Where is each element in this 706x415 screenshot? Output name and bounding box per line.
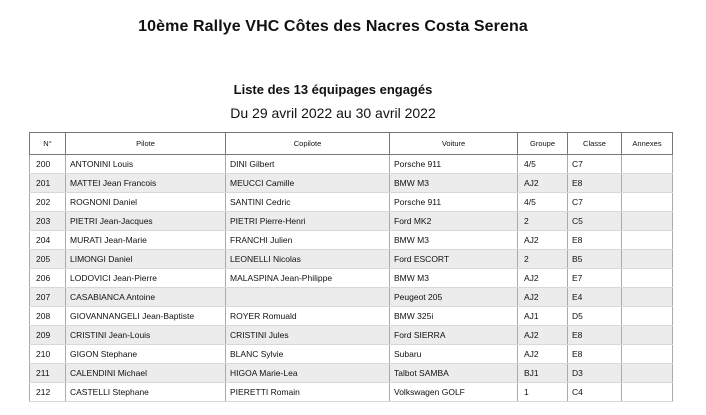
table-row [30,383,673,402]
voiture-cell: Porsche 911 [390,155,518,174]
annexes-cell [622,307,673,326]
pilote-cell: CALENDINI Michael [66,364,226,383]
table-row [30,250,673,269]
num-cell: 211 [30,364,66,383]
classe-cell: C7 [568,193,622,212]
copilote-cell: MALASPINA Jean-Philippe [226,269,390,288]
copilote-cell: CRISTINI Jules [226,326,390,345]
copilote-cell: ROYER Romuald [226,307,390,326]
annexes-cell [622,174,673,193]
table-row [30,231,673,250]
groupe-cell: AJ2 [518,326,568,345]
copilote-cell: BLANC Sylvie [226,345,390,364]
num-cell: 201 [30,174,66,193]
copilote-cell: PIERETTI Romain [226,383,390,402]
date-range: Du 29 avril 2022 au 30 avril 2022 [230,105,436,121]
pilote-cell: MATTEI Jean Francois [66,174,226,193]
voiture-cell: Talbot SAMBA [390,364,518,383]
annexes-cell [622,155,673,174]
groupe-cell: 4/5 [518,193,568,212]
pilote-cell: PIETRI Jean-Jacques [66,212,226,231]
copilote-cell: LEONELLI Nicolas [226,250,390,269]
pilote-cell: ANTONINI Louis [66,155,226,174]
annexes-cell [622,269,673,288]
voiture-cell: Subaru [390,345,518,364]
voiture-cell: Ford MK2 [390,212,518,231]
groupe-cell: 2 [518,250,568,269]
pilote-cell: CRISTINI Jean-Louis [66,326,226,345]
classe-cell: B5 [568,250,622,269]
groupe-cell: AJ1 [518,307,568,326]
voiture-cell: BMW M3 [390,269,518,288]
voiture-cell: Ford ESCORT [390,250,518,269]
header-num: N° [30,133,66,155]
table-row [30,193,673,212]
copilote-cell: MEUCCI Camille [226,174,390,193]
table-row [30,155,673,174]
num-cell: 210 [30,345,66,364]
pilote-cell: MURATI Jean-Marie [66,231,226,250]
classe-cell: E8 [568,231,622,250]
num-cell: 208 [30,307,66,326]
header-annexes: Annexes [622,133,673,155]
header-groupe: Groupe [518,133,568,155]
header-voiture: Voiture [390,133,518,155]
num-cell: 207 [30,288,66,307]
annexes-cell [622,193,673,212]
classe-cell: E7 [568,269,622,288]
num-cell: 204 [30,231,66,250]
table-row [30,212,673,231]
classe-cell: C5 [568,212,622,231]
table-header-row [30,133,673,155]
table-row [30,364,673,383]
groupe-cell: AJ2 [518,231,568,250]
annexes-cell [622,383,673,402]
groupe-cell: 1 [518,383,568,402]
copilote-cell: DINI Gilbert [226,155,390,174]
classe-cell: E8 [568,345,622,364]
classe-cell: E8 [568,326,622,345]
header-classe: Classe [568,133,622,155]
entries-table [29,132,673,402]
header-pilote: Pilote [66,133,226,155]
annexes-cell [622,231,673,250]
document-subtitle: Liste des 13 équipages engagés [233,82,433,97]
groupe-cell: AJ2 [518,345,568,364]
table-row [30,307,673,326]
classe-cell: E8 [568,174,622,193]
voiture-cell: Peugeot 205 [390,288,518,307]
num-cell: 206 [30,269,66,288]
copilote-cell: SANTINI Cedric [226,193,390,212]
num-cell: 200 [30,155,66,174]
document-title: 10ème Rallye VHC Côtes des Nacres Costa Serena [138,18,528,35]
pilote-cell: GIGON Stephane [66,345,226,364]
annexes-cell [622,288,673,307]
voiture-cell: BMW 325i [390,307,518,326]
annexes-cell [622,212,673,231]
table-row [30,269,673,288]
num-cell: 205 [30,250,66,269]
table-row [30,326,673,345]
classe-cell: D3 [568,364,622,383]
table-row [30,288,673,307]
copilote-cell: FRANCHI Julien [226,231,390,250]
copilote-cell: HIGOA Marie-Lea [226,364,390,383]
num-cell: 203 [30,212,66,231]
annexes-cell [622,326,673,345]
classe-cell: E4 [568,288,622,307]
pilote-cell: CASABIANCA Antoine [66,288,226,307]
voiture-cell: Volkswagen GOLF [390,383,518,402]
annexes-cell [622,250,673,269]
groupe-cell: AJ2 [518,174,568,193]
num-cell: 212 [30,383,66,402]
voiture-cell: BMW M3 [390,174,518,193]
voiture-cell: Ford SIERRA [390,326,518,345]
pilote-cell: LIMONGI Daniel [66,250,226,269]
header-copilote: Copilote [226,133,390,155]
classe-cell: C7 [568,155,622,174]
classe-cell: D5 [568,307,622,326]
pilote-cell: LODOVICI Jean-Pierre [66,269,226,288]
classe-cell: C4 [568,383,622,402]
pilote-cell: ROGNONI Daniel [66,193,226,212]
pilote-cell: GIOVANNANGELI Jean-Baptiste [66,307,226,326]
groupe-cell: AJ2 [518,288,568,307]
copilote-cell: PIETRI Pierre-Henri [226,212,390,231]
voiture-cell: Porsche 911 [390,193,518,212]
groupe-cell: 4/5 [518,155,568,174]
groupe-cell: BJ1 [518,364,568,383]
table-row [30,174,673,193]
groupe-cell: 2 [518,212,568,231]
copilote-cell [226,288,390,307]
voiture-cell: BMW M3 [390,231,518,250]
num-cell: 209 [30,326,66,345]
annexes-cell [622,345,673,364]
groupe-cell: AJ2 [518,269,568,288]
num-cell: 202 [30,193,66,212]
pilote-cell: CASTELLI Stephane [66,383,226,402]
annexes-cell [622,364,673,383]
table-row [30,345,673,364]
